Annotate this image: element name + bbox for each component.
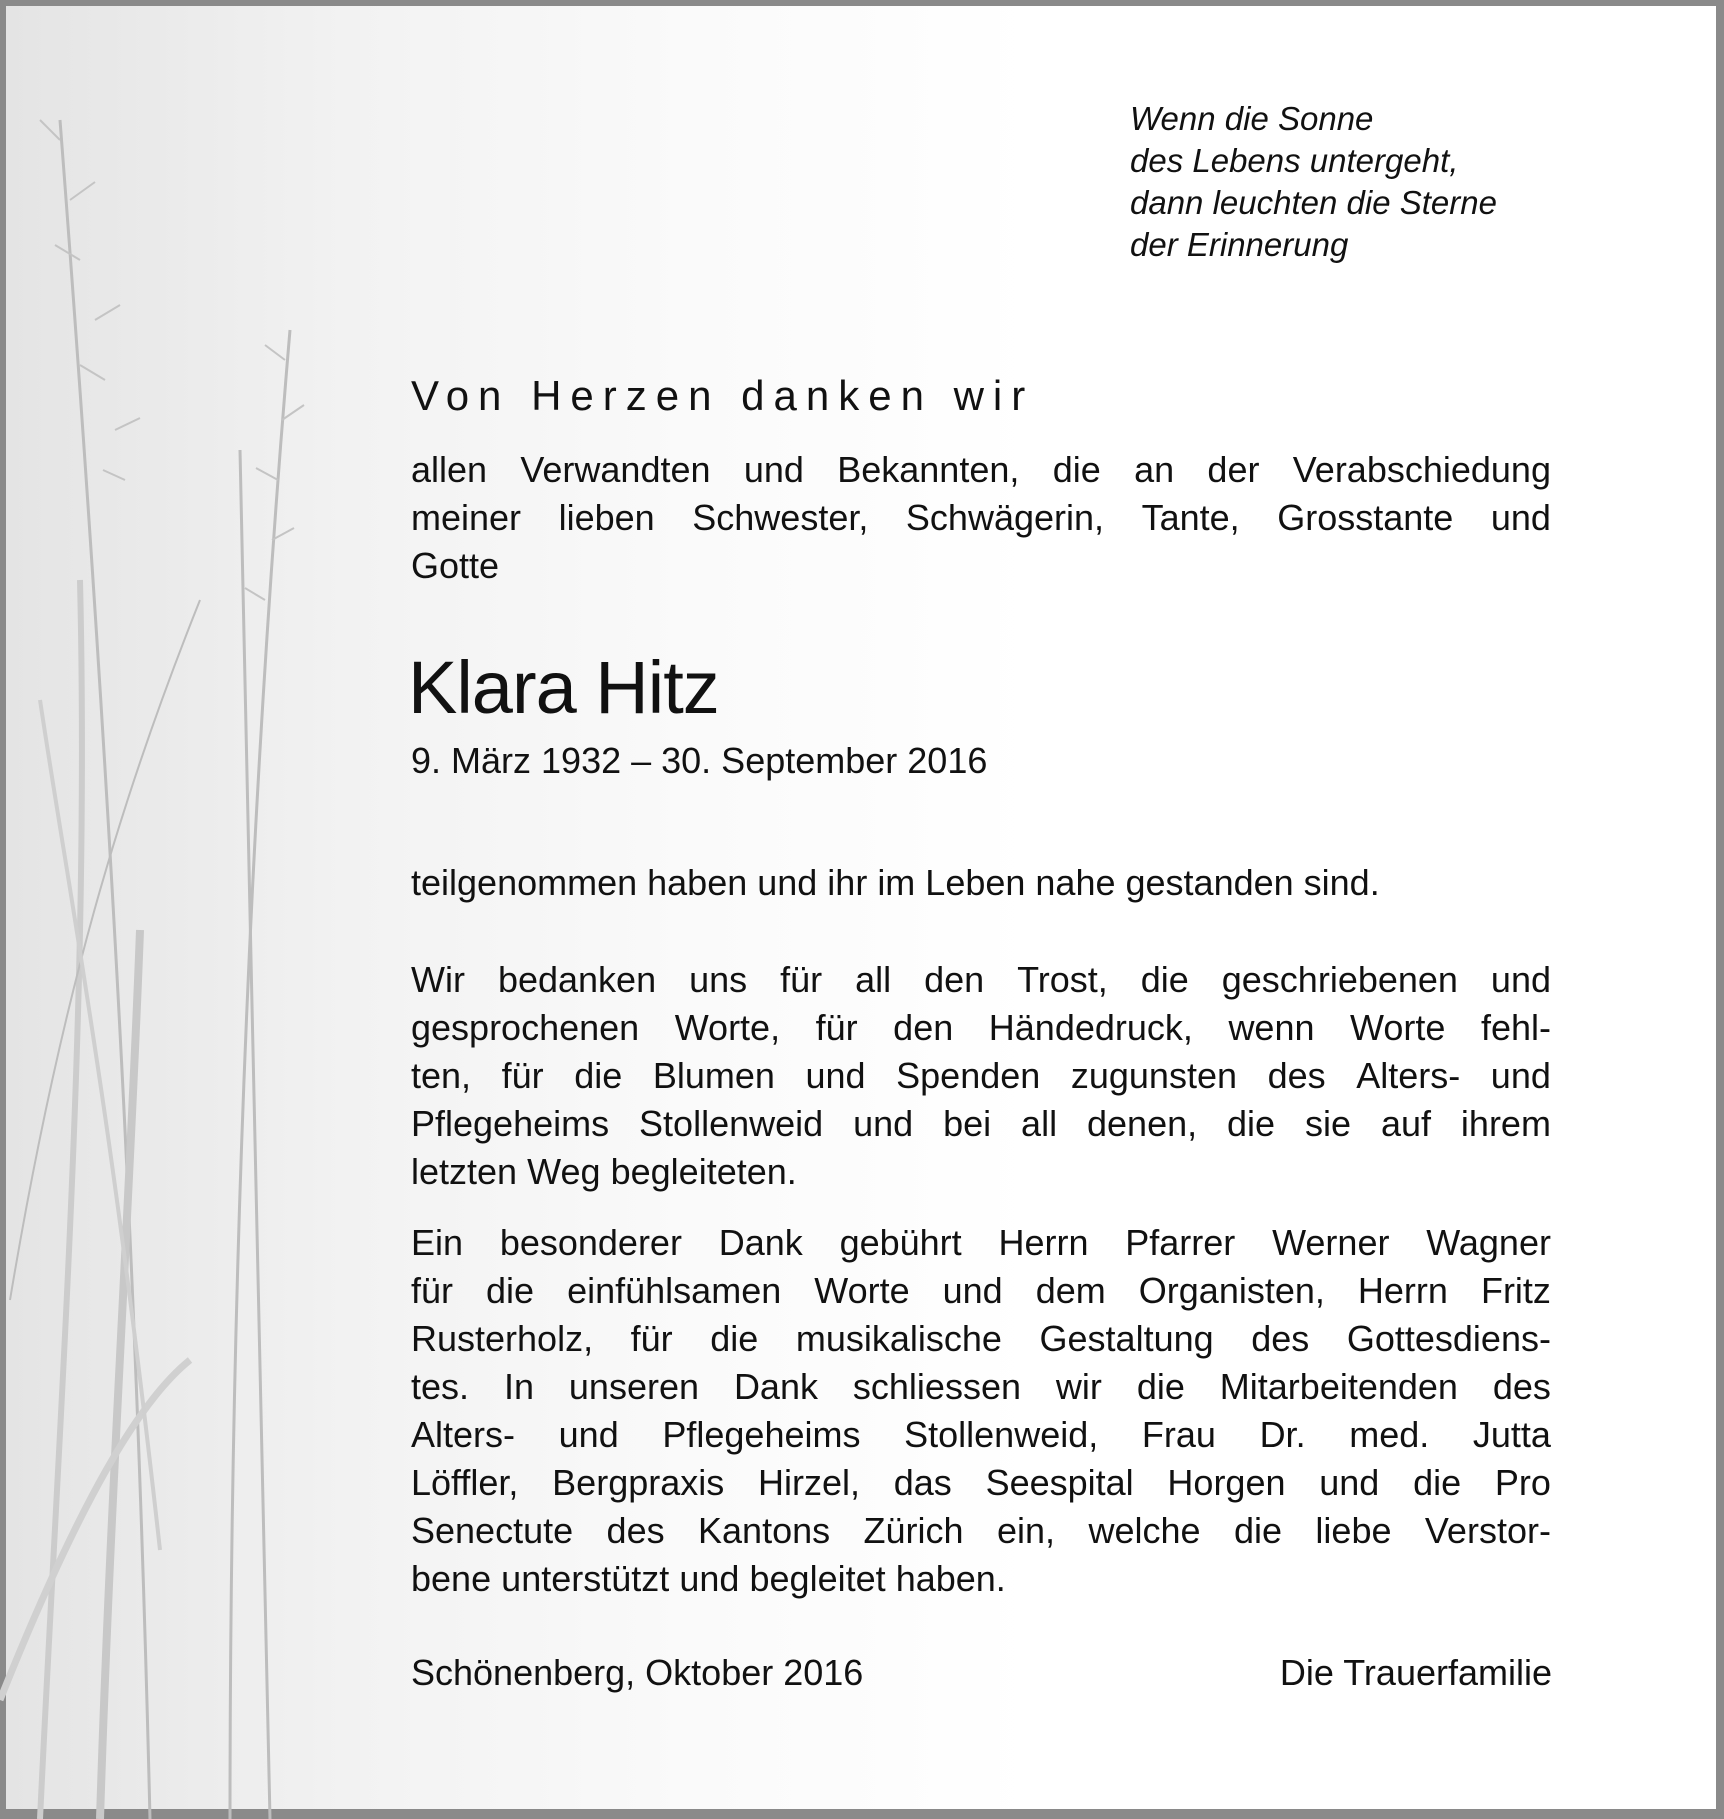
quote-line: dann leuchten die Sterne: [1130, 184, 1497, 221]
text-line: Pflegeheims Stollenweid und bei all denen, die sie auf ihrem: [411, 1103, 1551, 1144]
thanks-paragraph-1: [411, 956, 1551, 1196]
text-line: Alters- und Pflegeheims Stollenweid, Frau Dr. med. Jutta: [411, 1414, 1551, 1455]
deceased-name: Klara Hitz: [408, 646, 719, 729]
text-line: meiner lieben Schwester, Schwägerin, Tante, Grosstante und: [411, 497, 1551, 538]
memorial-quote: [1130, 98, 1497, 266]
text-line: gesprochenen Worte, für den Händedruck, wenn Worte fehl-: [411, 1007, 1551, 1048]
text-line: Rusterholz, für die musikalische Gestaltung des Gottesdiens-: [411, 1318, 1551, 1359]
signature: Die Trauerfamilie: [1279, 1652, 1552, 1693]
intro-paragraph: [411, 446, 1551, 590]
text-line: Gotte: [411, 545, 500, 586]
text-line: bene unterstützt und begleitet haben.: [411, 1558, 1006, 1599]
quote-line: Wenn die Sonne: [1130, 100, 1374, 137]
text-line: ten, für die Blumen und Spenden zugunsten des Alters- und: [411, 1055, 1551, 1096]
text-line: Wir bedanken uns für all den Trost, die geschriebenen und: [411, 959, 1551, 1000]
text-line: Löffler, Bergpraxis Hirzel, das Seespital Horgen und die Pro: [411, 1462, 1551, 1503]
text-line: Senectute des Kantons Zürich ein, welche die liebe Verstor-: [411, 1510, 1551, 1551]
life-dates: 9. März 1932 – 30. September 2016: [411, 740, 988, 781]
place-date: Schönenberg, Oktober 2016: [411, 1652, 864, 1693]
text-line: Ein besonderer Dank gebührt Herrn Pfarrer Werner Wagner: [411, 1222, 1551, 1263]
text-line: letzten Weg begleiteten.: [411, 1151, 797, 1192]
text-line: für die einfühlsamen Worte und dem Organisten, Herrn Fritz: [411, 1270, 1551, 1311]
participation-text: teilgenommen haben und ihr im Leben nahe gestanden sind.: [411, 862, 1380, 903]
text-line: tes. In unseren Dank schliessen wir die Mitarbeitenden des: [411, 1366, 1551, 1407]
thanks-paragraph-2: [411, 1219, 1551, 1603]
quote-line: der Erinnerung: [1130, 226, 1349, 263]
thanks-heading: Von Herzen danken wir: [411, 372, 1035, 419]
text-line: allen Verwandten und Bekannten, die an der Verabschiedung: [411, 449, 1551, 490]
quote-line: des Lebens untergeht,: [1130, 142, 1459, 179]
